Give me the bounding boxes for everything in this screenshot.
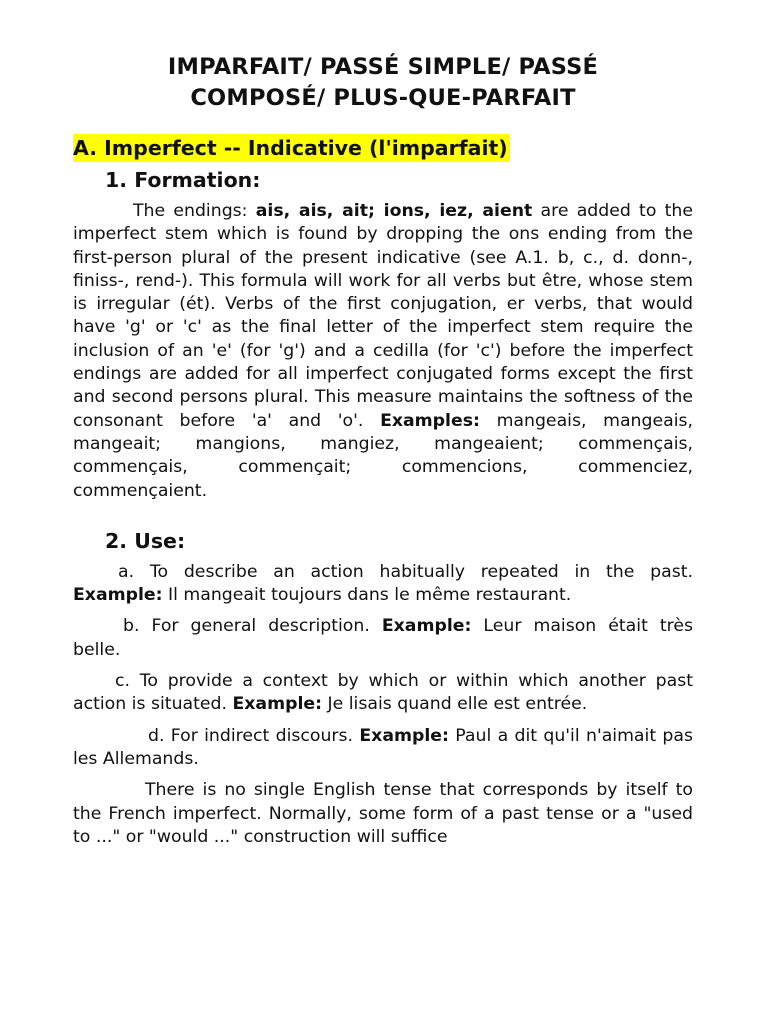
- example-label: Example:: [232, 694, 323, 715]
- use-item-d: [73, 725, 693, 772]
- use-item-text: a. To describe an action habitually repeated in the past.: [118, 561, 693, 582]
- document-title: [73, 52, 693, 114]
- example-label: Example:: [359, 725, 449, 746]
- section-a-heading: A. Imperfect -- Indicative (l'imparfait): [73, 136, 508, 160]
- example-text: Leur maison était très belle.: [73, 616, 694, 660]
- use-item-b: [73, 615, 693, 662]
- example-label: Example:: [381, 616, 472, 637]
- examples-label: Examples:: [380, 410, 480, 431]
- title-line-1: IMPARFAIT/ PASSÉ SIMPLE/ PASSÉ: [167, 54, 599, 80]
- example-text: Paul a dit qu'il n'aimait pas les Allemands.: [73, 725, 693, 769]
- use-item-text: d. For indirect discours.: [148, 725, 360, 746]
- formation-heading: 1. Formation:: [105, 168, 261, 192]
- formation-text: are added to the imperfect stem which is found by dropping the ons ending from the first-person plural of the present indicative (see A.1. b, c., d. donn-, finiss-, rend-). This formula will work for all verbs but être, whose stem is irregular (ét). Verbs of the first conjugation, er verbs, that would have 'g' or 'c' as the final letter of the imperfect stem require the inclusion of an 'e' (for 'g') and a cedilla (for 'c') before the imperfect endings are added for all imperfect conjugated forms except the first and second persons plural. This measure maintains the softness of the consonant before 'a' and 'o'.: [73, 201, 694, 431]
- closing-paragraph: There is no single English tense that corresponds by itself to the French imperfect. Normally, some form of a past tense or a "used to ..." or "would ..." construction will suffice: [73, 780, 693, 847]
- endings-list: ais, ais, ait; ions, iez, aient: [255, 201, 533, 221]
- use-heading: 2. Use:: [105, 528, 186, 553]
- use-item-c: [73, 670, 693, 717]
- example-text: Je lisais quand elle est entrée.: [322, 694, 588, 715]
- use-item-text: b. For general description.: [123, 616, 382, 637]
- use-item-text: c. To provide a context by which or within which another past action is situated.: [73, 671, 693, 715]
- title-line-2: COMPOSÉ/ PLUS-QUE-PARFAIT: [190, 85, 576, 111]
- example-label: Example:: [73, 585, 163, 606]
- example-text: Il mangeait toujours dans le même restaurant.: [162, 585, 572, 606]
- formation-paragraph: [73, 200, 693, 503]
- use-item-a: [73, 561, 693, 608]
- formation-lead: The endings:: [133, 201, 256, 221]
- examples-text: mangeais, mangeais, mangeait; mangions, mangiez, mangeaient; commençais, commençais, commençait; commencions, commenciez, commençaient.: [73, 410, 693, 501]
